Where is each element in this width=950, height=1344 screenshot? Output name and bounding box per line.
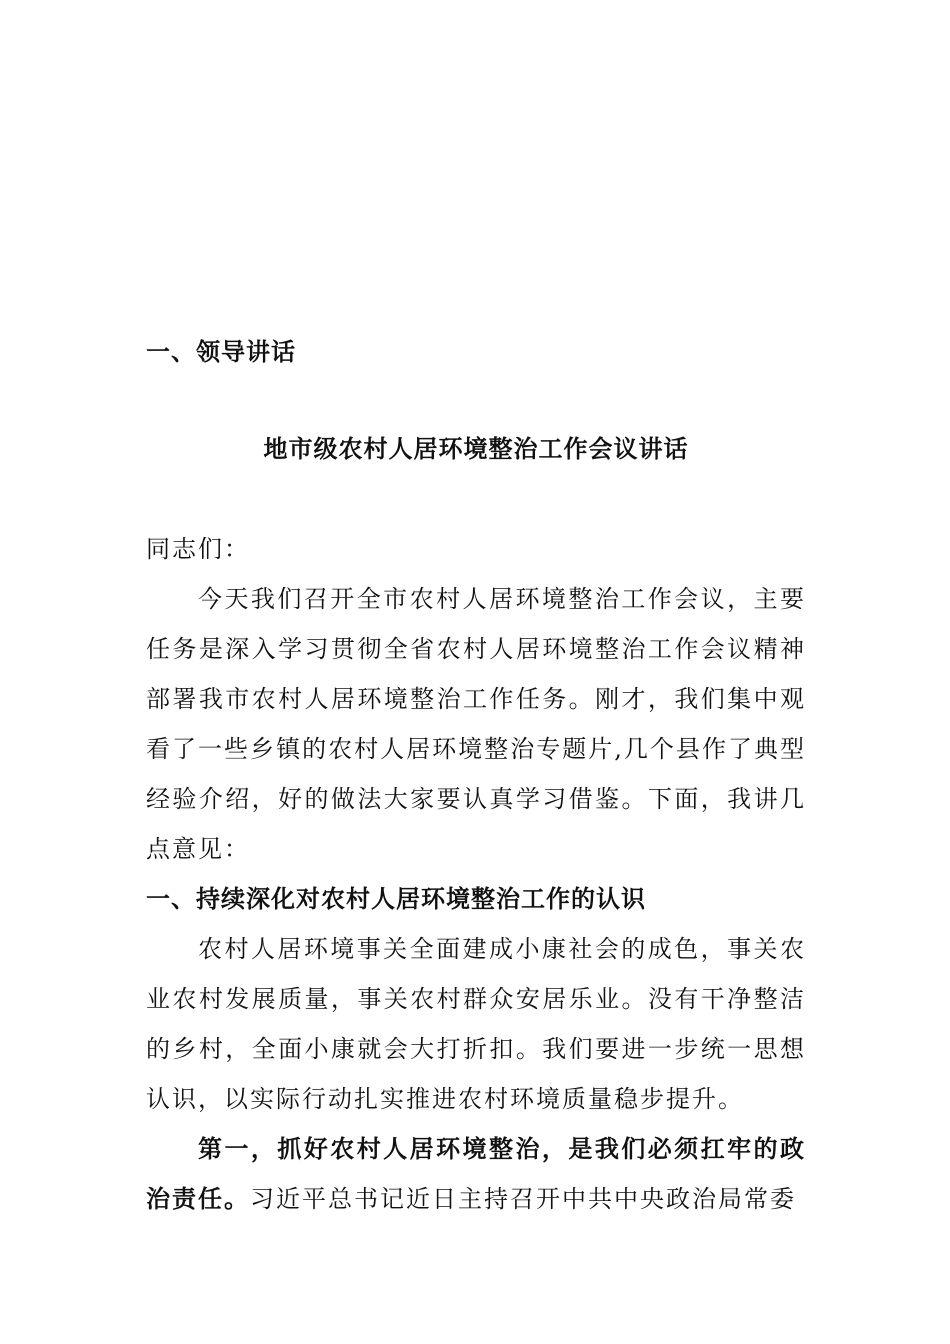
paragraph-lead-bold: 第一，抓好农村人居环境整治，是我们必须扛牢的政治责任。	[146, 1134, 806, 1213]
section-heading: 一、领导讲话	[146, 338, 296, 366]
paragraph-political-responsibility	[146, 1124, 806, 1224]
paragraph-introduction: 今天我们召开全市农村人居环境整治工作会议，主要任务是深入学习贯彻全省农村人居环境整治工作会议精神部署我市农村人居环境整治工作任务。刚才，我们集中观看了一些乡镇的农村人居环境整治专题片,几个县作了典型经验介绍，好的做法大家要认真学习借鉴。下面，我讲几点意见：	[146, 585, 806, 863]
document-title: 地市级农村人居环境整治工作会议讲话	[263, 435, 689, 463]
document-body	[146, 524, 806, 1224]
paragraph-significance: 农村人居环境事关全面建成小康社会的成色，事关农业农村发展质量，事关农村群众安居乐业。没有干净整洁的乡村，全面小康就会大打折扣。我们要进一步统一思想认识，以实际行动扎实推进农村环境质量稳步提升。	[146, 935, 806, 1113]
subheading-first-point: 一、持续深化对农村人居环境整治工作的认识	[146, 885, 646, 913]
paragraph-continuation: 习近平总书记近日主持召开中共中央政治局常委	[250, 1185, 796, 1213]
salutation: 同志们：	[146, 535, 250, 563]
